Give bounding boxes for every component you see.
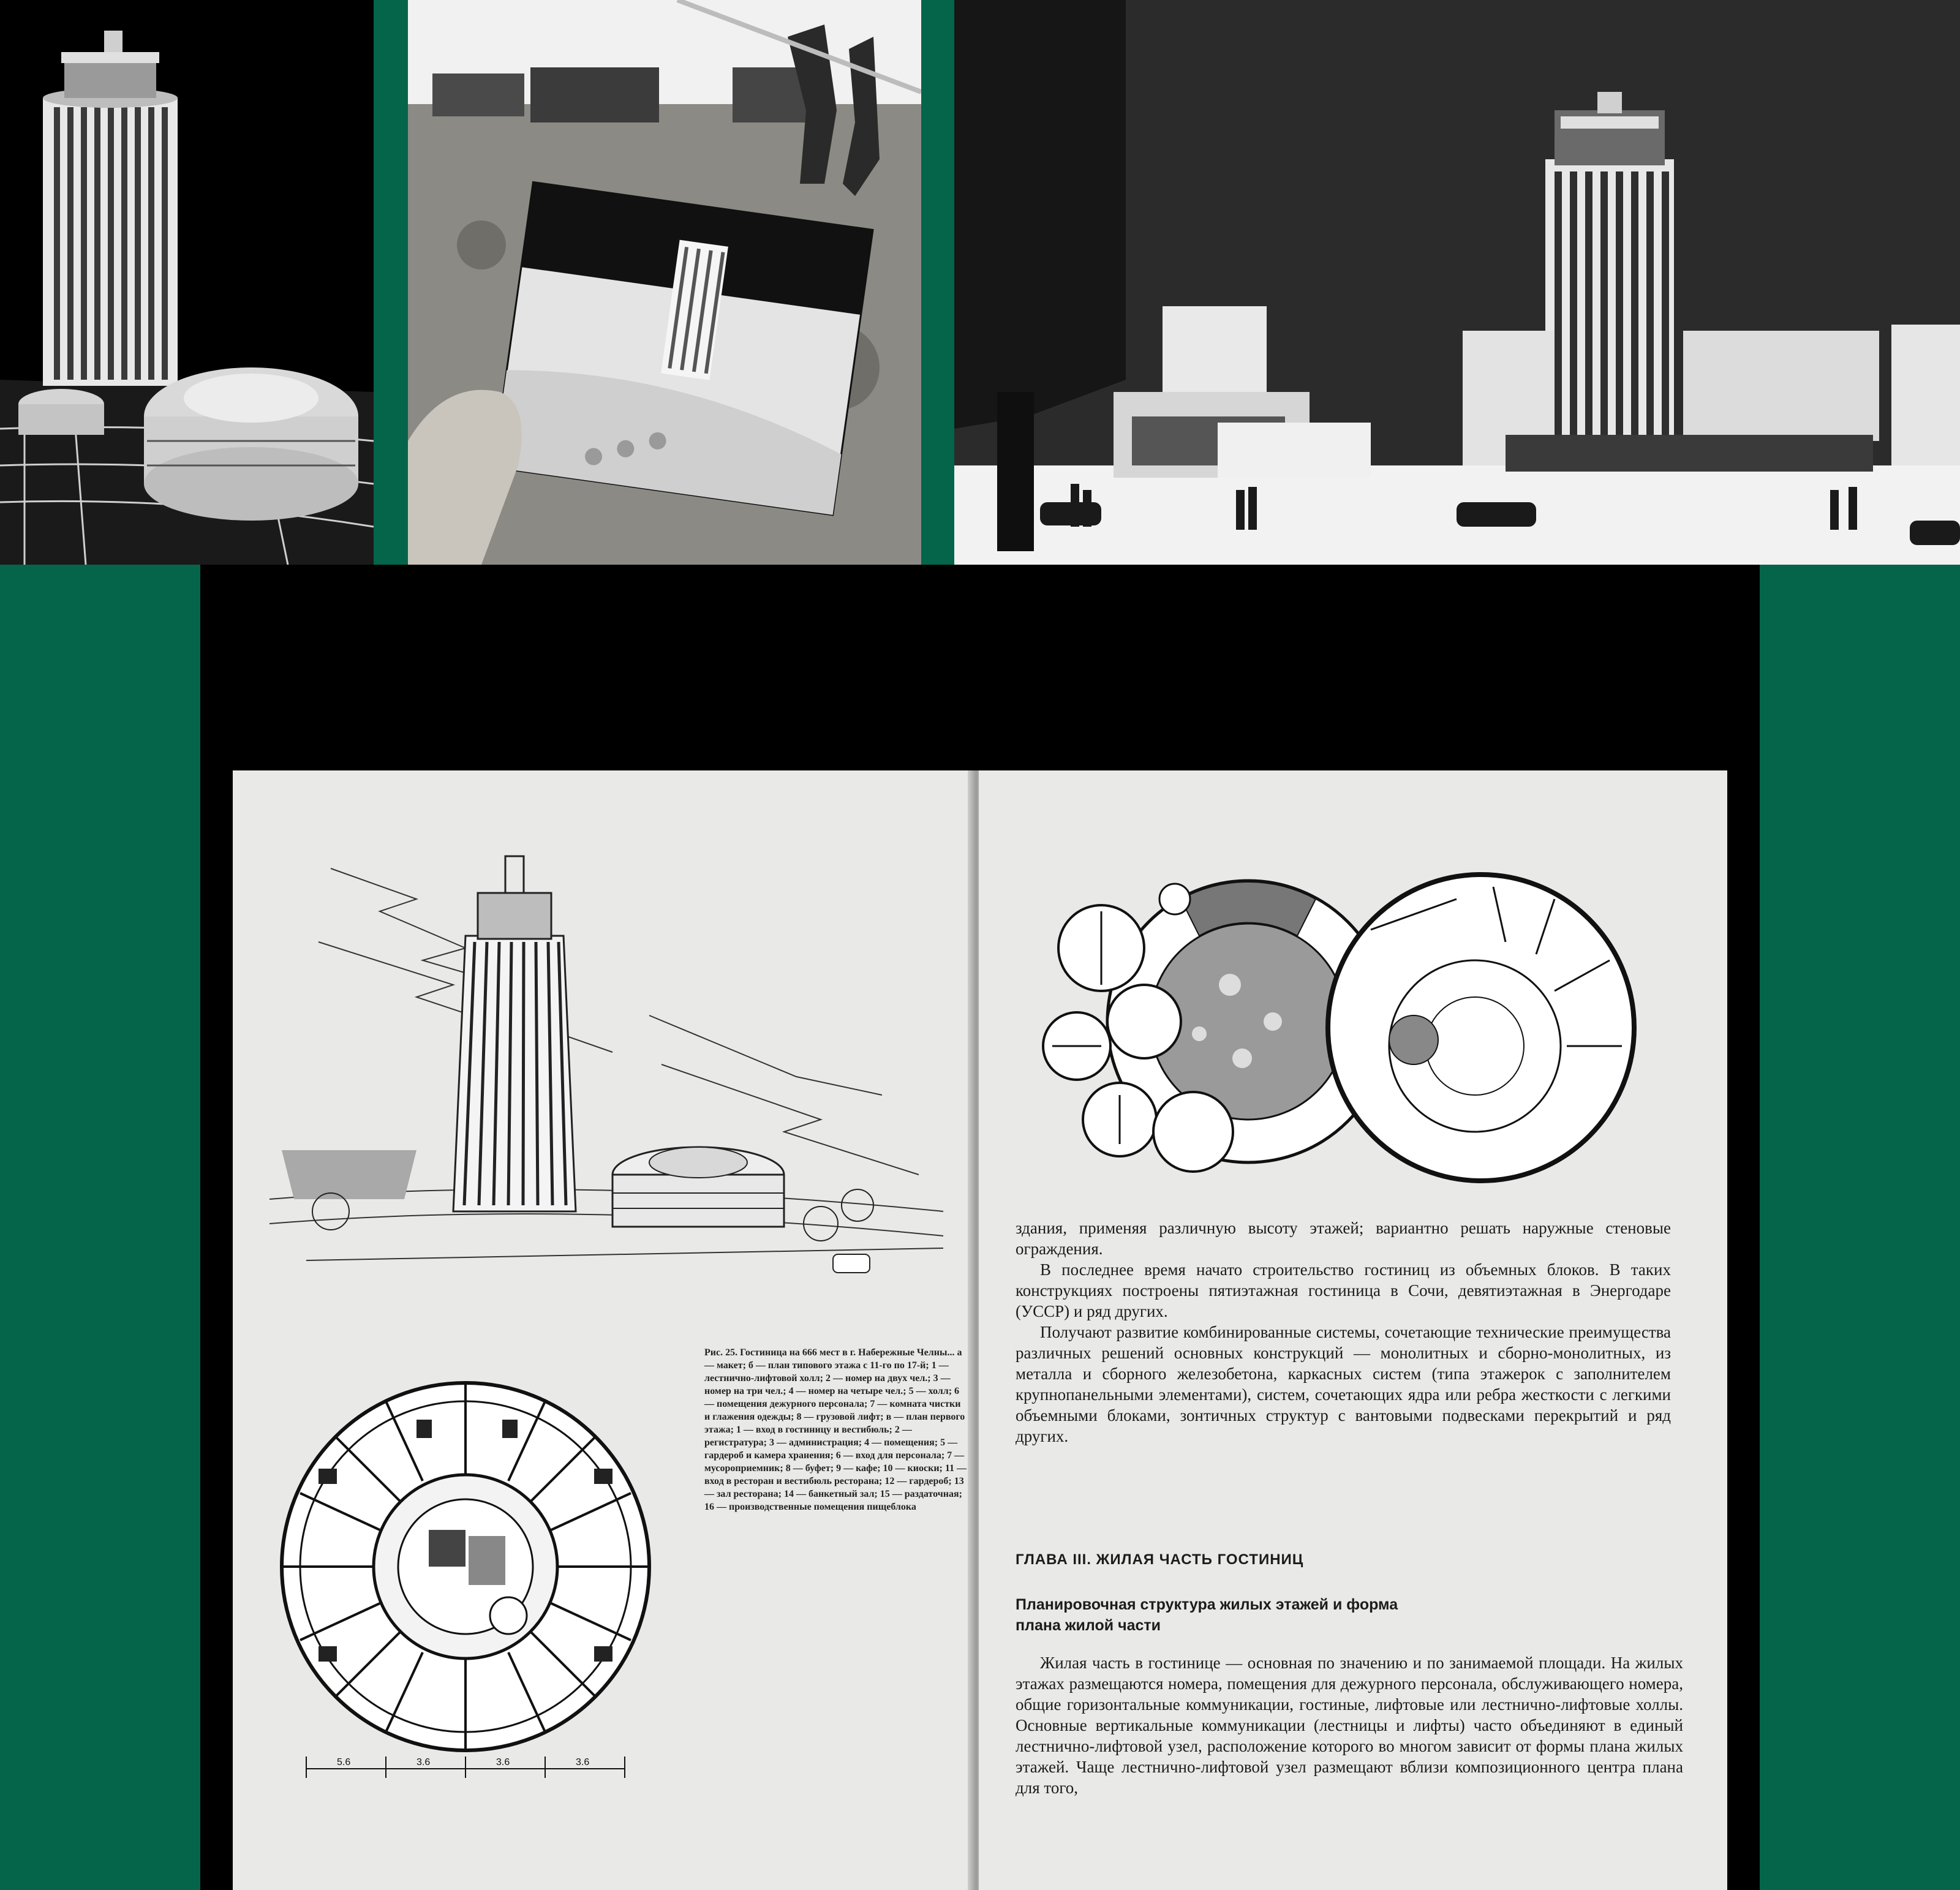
- book-left-page: [233, 770, 974, 1890]
- dimension-2: 3.6: [417, 1757, 431, 1768]
- right-page-text-top: [1016, 1218, 1671, 1447]
- chapter-heading: ГЛАВА III. ЖИЛАЯ ЧАСТЬ ГОСТИНИЦ: [1016, 1551, 1304, 1568]
- ground-floor-plan: [1028, 862, 1653, 1193]
- dimension-1: 5.6: [337, 1757, 351, 1768]
- section-heading: Планировочная структура жилых этажей и форма плана жилой части: [1016, 1596, 1398, 1634]
- paragraph-1: здания, применяя различную высоту этажей; вариантно решать наружные стеновые ограждения.: [1016, 1219, 1671, 1258]
- section-paragraph: Жилая часть в гостинице — основная по значению и по занимаемой площади. На жилых этажах размещаются номера, помещения для дежурного персонала, обслуживающего номера, общие горизонтальные коммуникации, гостиные, лифтовые или лестнично-лифтовые холлы. Основные вертикальные коммуникации (лестницы и лифты) часто объединяют в единый лестнично-лифтовой узел, расположение которого во многом зависит от формы плана жилых этажей. Чаще лестнично-лифтовой узел размещают вблизи композиционного центра плана для того,: [1016, 1654, 1683, 1797]
- dimension-4: 3.6: [576, 1757, 590, 1768]
- open-book: [233, 770, 1727, 1890]
- typical-floor-plan: [263, 1358, 692, 1781]
- figure-caption: Рис. 25. Гостиница на 666 мест в г. Набережные Челны... а — макет; б — план типового этажа с 11-го по 17-й; 1 — лестнично-лифтовой холл; 2 — номер на двух чел.; 3 — номер на три чел.; 4 — номер на четыре чел.; 5 — холл; 6 — помещения дежурного персонала; 7 — комната чистки и глажения одежды; 8 — грузовой лифт; в — план первого этажа; 1 — вход в гостиницу и вестибюль; 2 — регистратура; 3 — администрация; 4 — помещения; 5 — гардероб и камера хранения; 6 — вход для персонала; 7 — мусороприемник; 8 — буфет; 9 — кафе; 10 — киоски; 11 — вход в ресторан и вестибюль ресторана; 12 — гардероб; 13 — зал ресторана; 14 — банкетный зал; 15 — раздаточная; 16 — производственные помещения пищеблока: [704, 1347, 967, 1512]
- tower-perspective-drawing: [270, 832, 956, 1309]
- dimension-3: 3.6: [496, 1757, 510, 1768]
- paragraph-3: Получают развитие комбинированные системы, сочетающие технические преимущества различных решений основных конструкций — монолитных и сборно-монолитных, из металла и сборного железобетона, каркасных систем (типа этажерок с заполнителем крупнопанельными элементами), систем, сочетающих ядра или ребра жесткости с легкими объемными блоками, зонтичных структур с вантовыми подвесками перекрытий и ряд других.: [1016, 1323, 1671, 1445]
- right-page-text-bottom: [1016, 1652, 1683, 1798]
- photo-construction-site: [408, 0, 921, 565]
- photo-tower-model: [0, 0, 374, 565]
- book-right-page: [979, 770, 1727, 1890]
- photo-city-rendering: [954, 0, 1960, 565]
- paragraph-2: В последнее время начато строительство гостиниц из объемных блоков. В таких конструкциях построены пятиэтажная гостиница в Сочи, девятиэтажная в Энергодаре (УССР) и ряд других.: [1016, 1260, 1671, 1320]
